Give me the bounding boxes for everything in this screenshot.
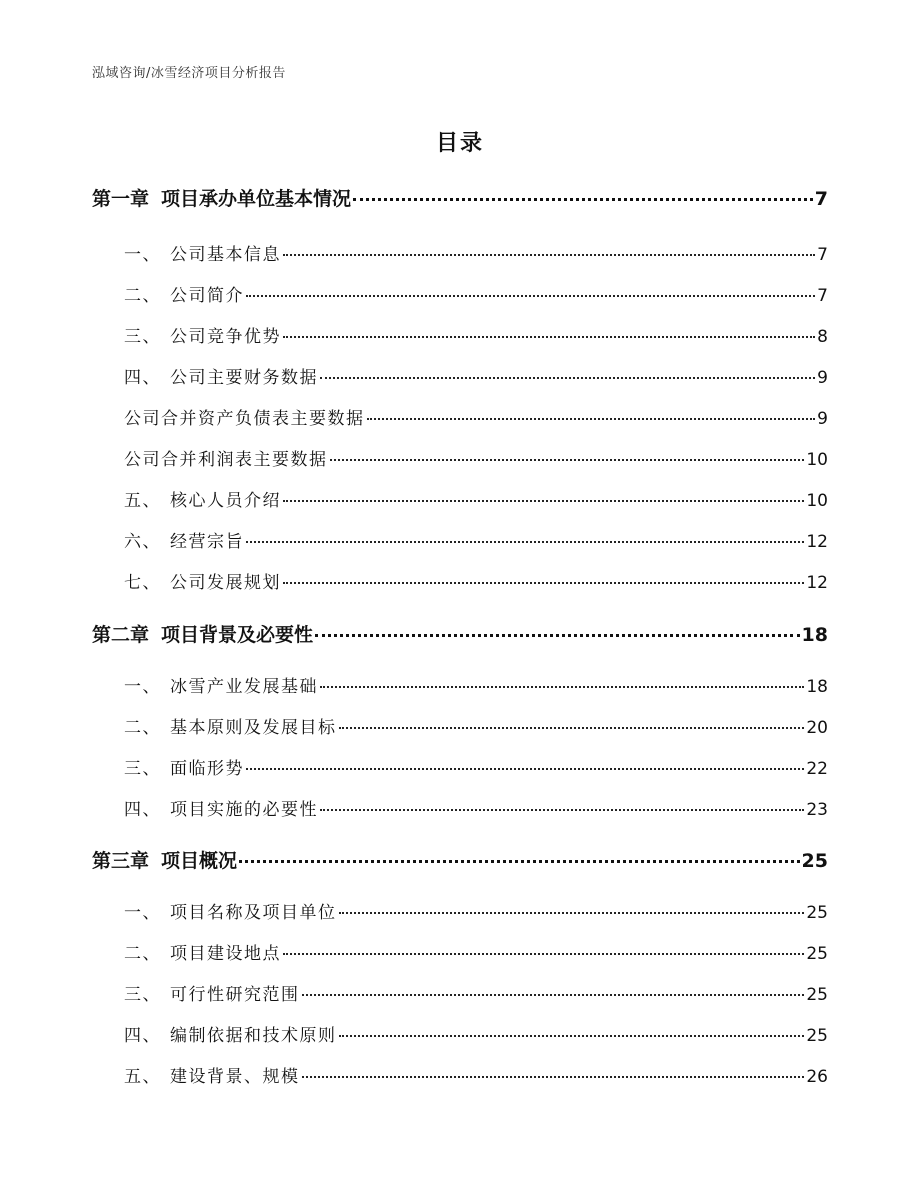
toc-entry-label <box>92 1021 337 1046</box>
dot-leader <box>330 458 805 461</box>
toc-entry-page: 9 <box>817 368 828 388</box>
toc-entry-number: 五、 <box>124 491 161 511</box>
toc-entry-label <box>92 281 244 306</box>
toc-entry-title: 项目承办单位基本情况 <box>161 188 352 210</box>
dot-leader <box>246 294 815 297</box>
toc-entry-number: 三、 <box>124 759 161 779</box>
toc-entry-label <box>92 846 237 873</box>
toc-entry[interactable] <box>92 1062 828 1087</box>
toc-entry-title: 公司主要财务数据 <box>170 368 318 388</box>
toc-entry-number: 五、 <box>124 1067 161 1087</box>
toc-entry-title: 公司合并资产负债表主要数据 <box>124 409 365 429</box>
toc-entry[interactable] <box>92 363 828 388</box>
toc-entry-title: 建设背景、规模 <box>170 1067 300 1087</box>
toc-entry-page: 12 <box>806 573 828 593</box>
toc-entry[interactable] <box>92 713 828 738</box>
toc-entry-page: 20 <box>806 718 828 738</box>
toc-entry-page: 23 <box>806 800 828 820</box>
toc-entry[interactable] <box>92 939 828 964</box>
dot-leader <box>353 197 813 201</box>
toc-entry-title: 冰雪产业发展基础 <box>170 677 318 697</box>
page-title: 目录 <box>435 131 484 156</box>
toc-entry[interactable] <box>92 672 828 697</box>
dot-leader <box>283 499 804 502</box>
toc-entry-title: 公司合并利润表主要数据 <box>124 450 328 470</box>
toc-entry-page: 25 <box>806 903 828 923</box>
toc-entry-page: 7 <box>814 188 828 210</box>
toc-entry-number: 第二章 <box>92 624 150 646</box>
toc-entry-label <box>92 713 337 738</box>
toc-entry-number: 二、 <box>124 718 161 738</box>
toc-entry-page: 10 <box>806 450 828 470</box>
header-rule <box>92 84 828 85</box>
toc-entry[interactable] <box>92 754 828 779</box>
toc-entry[interactable] <box>92 898 828 923</box>
toc-entry[interactable] <box>92 445 828 470</box>
dot-leader <box>283 581 804 584</box>
toc-entry-number: 四、 <box>124 1026 161 1046</box>
toc-entry-number: 六、 <box>124 532 161 552</box>
toc-entry[interactable] <box>92 240 828 265</box>
toc-entry-label <box>92 486 281 511</box>
dot-leader <box>320 376 815 379</box>
toc-entry-page: 7 <box>817 286 828 306</box>
toc-entry-label <box>92 620 313 647</box>
toc-entry-number: 七、 <box>124 573 161 593</box>
toc-entry-page: 10 <box>806 491 828 511</box>
toc-entry-title: 项目名称及项目单位 <box>170 903 337 923</box>
toc-entry-label <box>92 404 365 429</box>
toc-entry-page: 9 <box>817 409 828 429</box>
toc-entry-label <box>92 445 328 470</box>
running-header: 泓域咨询/冰雪经济项目分析报告 <box>92 66 286 81</box>
toc-entry-number: 二、 <box>124 944 161 964</box>
toc-entry-title: 公司基本信息 <box>170 245 281 265</box>
toc-entry-title: 编制依据和技术原则 <box>170 1026 337 1046</box>
toc-entry-label <box>92 240 281 265</box>
dot-leader <box>320 808 804 811</box>
toc-entry-label <box>92 980 300 1005</box>
toc-entry-page: 26 <box>806 1067 828 1087</box>
toc-entry-label <box>92 672 318 697</box>
toc-entry-label <box>92 363 318 388</box>
dot-leader <box>339 1034 805 1037</box>
dot-leader <box>339 911 805 914</box>
toc-entry-page: 22 <box>806 759 828 779</box>
toc-entry-label <box>92 754 244 779</box>
dot-leader <box>246 767 804 770</box>
dot-leader <box>246 540 804 543</box>
toc-entry-page: 12 <box>806 532 828 552</box>
toc-entry-title: 公司竞争优势 <box>170 327 281 347</box>
toc-entry[interactable] <box>92 1021 828 1046</box>
toc-entry[interactable] <box>92 620 828 647</box>
dot-leader <box>302 993 805 996</box>
toc-entry-label <box>92 527 244 552</box>
toc-entry[interactable] <box>92 281 828 306</box>
toc-entry-page: 7 <box>817 245 828 265</box>
toc-entry-number: 三、 <box>124 985 161 1005</box>
toc-entry-label <box>92 795 318 820</box>
toc-entry-label <box>92 322 281 347</box>
toc-entry-label <box>92 568 281 593</box>
toc-entry-title: 公司发展规划 <box>170 573 281 593</box>
toc-entry-number: 一、 <box>124 903 161 923</box>
toc-entry[interactable] <box>92 568 828 593</box>
dot-leader <box>239 859 800 863</box>
toc-entry-title: 基本原则及发展目标 <box>170 718 337 738</box>
toc-entry-number: 四、 <box>124 368 161 388</box>
toc-entry-number: 三、 <box>124 327 161 347</box>
toc-entry-page: 18 <box>801 624 828 646</box>
toc-entry-label <box>92 898 337 923</box>
toc-entry-number: 二、 <box>124 286 161 306</box>
toc-entry-page: 25 <box>806 944 828 964</box>
toc-entry-label <box>92 1062 300 1087</box>
toc-entry-title: 项目实施的必要性 <box>170 800 318 820</box>
toc-entry-page: 25 <box>801 850 828 872</box>
toc-entry-page: 8 <box>817 327 828 347</box>
toc-entry-page: 25 <box>806 985 828 1005</box>
dot-leader <box>339 726 805 729</box>
toc-entry-title: 项目建设地点 <box>170 944 281 964</box>
toc-entry-number: 一、 <box>124 677 161 697</box>
toc-entry-label <box>92 939 281 964</box>
toc-entry-title: 核心人员介绍 <box>170 491 281 511</box>
dot-leader <box>283 952 804 955</box>
dot-leader <box>315 633 800 637</box>
toc-entry-number: 四、 <box>124 800 161 820</box>
toc-entry-title: 项目背景及必要性 <box>161 624 314 646</box>
dot-leader <box>283 335 815 338</box>
dot-leader <box>283 253 815 256</box>
toc-entry-number: 第三章 <box>92 850 150 872</box>
toc-entry-page: 25 <box>806 1026 828 1046</box>
toc-entry[interactable] <box>92 527 828 552</box>
toc-entry[interactable] <box>92 795 828 820</box>
toc-entry-page: 18 <box>806 677 828 697</box>
toc-entry-title: 可行性研究范围 <box>170 985 300 1005</box>
toc-entry-title: 公司简介 <box>170 286 244 306</box>
dot-leader <box>320 685 804 688</box>
toc-entry-number: 第一章 <box>92 188 150 210</box>
toc-entry[interactable] <box>92 404 828 429</box>
toc-entry[interactable] <box>92 980 828 1005</box>
toc-entry-title: 项目概况 <box>161 850 238 872</box>
toc-entry-title: 面临形势 <box>170 759 244 779</box>
toc-entry[interactable] <box>92 846 828 873</box>
toc-entry-title: 经营宗旨 <box>170 532 244 552</box>
toc-entry[interactable] <box>92 184 828 211</box>
dot-leader <box>367 417 816 420</box>
toc-entry[interactable] <box>92 486 828 511</box>
dot-leader <box>302 1075 805 1078</box>
toc-entry-label <box>92 184 351 211</box>
toc-entry[interactable] <box>92 322 828 347</box>
toc-entry-number: 一、 <box>124 245 161 265</box>
